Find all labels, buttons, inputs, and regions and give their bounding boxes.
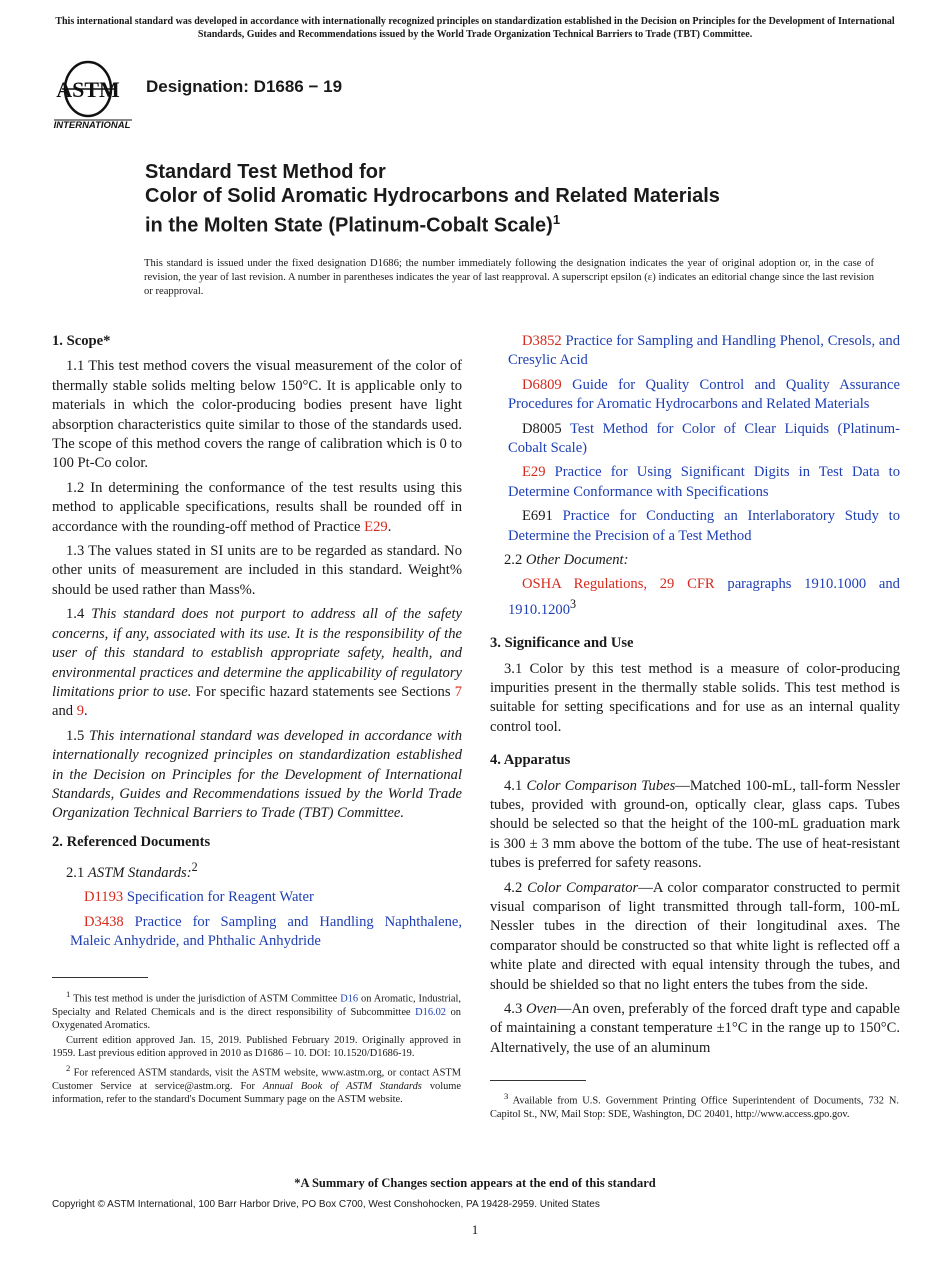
link-d16[interactable]: D16 [340,993,359,1005]
title-line-3: in the Molten State (Platinum-Cobalt Scale)$^1$ [145,212,561,237]
title-line-1: Standard Test Method for [145,161,386,183]
apparatus-heading: 4. Apparatus [490,752,571,769]
copyright: Copyright © ASTM International, 100 Barr Harbor Drive, PO Box C700, West Conshohocken, PA 19428-2959. United States [52,1199,600,1210]
footnotes-right [490,1090,899,1123]
ref-e691 [490,507,900,546]
ref-e29 [490,463,900,502]
ref-osha: OSHA Regulations, 29 CFR paragraphs 1910.1000 and 1910.1200$^3$ [508,576,900,618]
significance-heading: 3. Significance and Use [490,635,634,652]
para-1-2: 1.2 In determining the conformance of the test results using this method to applicable specifications, results shall be rounded off in accordance with the rounding-off method of Practice E29. [52,479,462,535]
document-title [145,160,865,238]
ref-title-link[interactable]: Specification for Reagent Water [126,889,314,906]
para-4-1: 4.1 Color Comparison Tubes—Matched 100-mL, tall-form Nessler tubes, provided with ground-on, optically clear, glass caps. Tubes should be selected so that the height of the 100-mL graduation mark is 300 ± 3 mm above the bottom of the tube. The use of heat-resistant tubes is preferred for safety reasons. [490,777,900,872]
para-1-3: 1.3 The values stated in SI units are to be regarded as standard. No other units of measurement are included in this standard. Weight% should be used rather than Mass%. [52,543,462,598]
summary-of-changes-note: *A Summary of Changes section appears at the end of this standard [294,1176,656,1190]
ref-title-link[interactable]: Practice for Sampling and Handling Naphthalene, Maleic Anhydride, and Phthalic Anhydride [70,913,462,950]
ref-code-link[interactable]: D1193 [84,889,124,906]
top-notice: This international standard was developed in accordance with internationally recognized principles on standardization established in the Decision on Principles for the Development of International Standards, Guides and Recommendations issued by the World Trade Organization Technical Barriers to Trade (TBT) Committee. [55,16,895,40]
ref-d3438 [52,913,462,952]
ref-code-link[interactable]: D6809 [522,376,562,393]
right-column [490,332,900,1063]
svg-text:ASTM: ASTM [56,77,120,102]
osha-link[interactable]: OSHA Regulations, 29 CFR [522,576,715,593]
footnotes-left [52,988,461,1109]
footnote-1-edition: Current edition approved Jan. 15, 2019. Published February 2019. Originally approved in 1959. Last previous edition approved in 2010 as D1686 – 10. DOI: 10.1520/D1686-19. [52,1035,461,1060]
footnote-3: $^3$ Available from U.S. Government Printing Office Superintendent of Documents, 732 N. Capitol St., NW, Mail Stop: SDE, Washington, DC 20401, http://www.access.gpo.gov. [490,1091,899,1120]
page-number: 1 [471,1222,479,1237]
footnote-2: $^2$ For referenced ASTM standards, visit the ASTM website, www.astm.org, or contact ASTM Customer Service at service@astm.org. For Annual Book of ASTM Standards volume information, refer to the standard's Document Summary page on the ASTM website. [52,1063,461,1106]
link-d16-02[interactable]: D16.02 [415,1006,447,1018]
ref-code: D8005 [522,420,562,437]
footnote-divider-right [490,1080,586,1081]
scope-heading: 1. Scope* [52,333,111,349]
para-1-1: 1.1 This test method covers the visual measurement of the color of thermally stable solids melting below 150°C. It is applicable only to materials in which the color-producing bodies present have light absorption characteristics quite similar to those of the standards used. The scope of this method covers the range of calibration which is 0 to 100 Pt-Co color. [52,358,462,472]
ref-code: E691 [522,508,553,525]
footnote-divider-left [52,977,148,978]
para-4-3: 4.3 Oven—An oven, preferably of the forced draft type and capable of maintaining a constant temperature ±1°C in the range up to 150°C. Alternatively, the use of an aluminum [490,1001,900,1056]
astm-logo [52,56,136,134]
ref-d8005 [490,420,900,459]
ref-title-link[interactable]: Guide for Quality Control and Quality Assurance Procedures for Aromatic Hydrocarbons and Related Materials [508,376,900,413]
ref-title-link[interactable]: Practice for Using Significant Digits in Test Data to Determine Conformance with Specifications [508,464,900,500]
para-2-2: 2.2 Other Document: [504,552,629,569]
ref-d3852 [490,332,900,371]
para-2-1: 2.1 ASTM Standards:$^2$ [66,860,198,882]
ref-title-link[interactable]: Test Method for Color of Clear Liquids (Platinum-Cobalt Scale) [508,420,900,457]
ref-code-link[interactable]: D3852 [522,333,562,349]
ref-d1193 [52,888,462,907]
ref-title-link[interactable]: Practice for Conducting an Interlaboratory Study to Determine the Precision of a Test Method [508,508,900,544]
issue-note: This standard is issued under the fixed designation D1686; the number immediately following the designation indicates the year of original adoption or, in the case of revision, the year of last revision. A number in parentheses indicates the year of last reapproval. A superscript epsilon (ε) indicates an editorial change since the last revision or reapproval. [144,258,874,298]
ref-code-link[interactable]: D3438 [84,913,124,930]
left-column [52,332,462,957]
svg-text:INTERNATIONAL: INTERNATIONAL [53,120,131,131]
link-section-7[interactable]: 7 [454,683,462,700]
astm-logo-icon [52,56,136,134]
para-3-1: 3.1 Color by this test method is a measure of color-producing impurities present in the thermally stable solids. This test method is suitable for setting specifications and for use as an internal quality control tool. [490,660,900,735]
ref-code-link[interactable]: E29 [522,464,546,481]
osha-paragraphs-link[interactable]: paragraphs 1910.1000 and 1910.1200 [508,576,900,618]
referenced-documents-heading: 2. Referenced Documents [52,833,211,850]
footnote-1: $^1$ This test method is under the jurisdiction of ASTM Committee D16 on Aromatic, Industrial, Specialty and Related Chemicals and is the direct responsibility of Subcommittee D16.02 on Oxygenated Aromatics. [52,989,461,1031]
designation: Designation: D1686 − 19 [146,77,343,96]
ref-d6809 [490,376,900,415]
para-4-2: 4.2 Color Comparator—A color comparator constructed to permit visual comparison of light transmitted through tall-form, 100-mL Nessler tubes in the direction of their longitudinal axes. The comparator should be constructed so that white light is reflected off a white plate and directed with equal intensity through the tubes, and should be shielded so that no light enters the tubes from the side. [490,879,900,993]
link-section-9[interactable]: 9 [76,703,85,720]
ref-title-link[interactable]: Practice for Sampling and Handling Phenol, Cresols, and Cresylic Acid [508,333,900,369]
para-1-5: 1.5 This international standard was developed in accordance with internationally recognized principles on standardization established in the Decision on Principles for the Development of International Standards, Guides and Recommendations issued by the World Trade Organization Technical Barriers to Trade (TBT) Committee. [52,727,463,822]
title-footnote-mark[interactable]: 1 [552,212,561,227]
link-e29[interactable]: E29 [364,518,388,535]
para-1-4: 1.4 This standard does not purport to address all of the safety concerns, if any, associated with its use. It is the responsibility of the user of this standard to establish appropriate safety, health, and environmental practices and determine the applicability of regulatory limitations prior to use. For specific hazard statements see Sections 7 and 9. [52,606,462,720]
title-line-2: Color of Solid Aromatic Hydrocarbons and Related Materials [145,185,720,207]
